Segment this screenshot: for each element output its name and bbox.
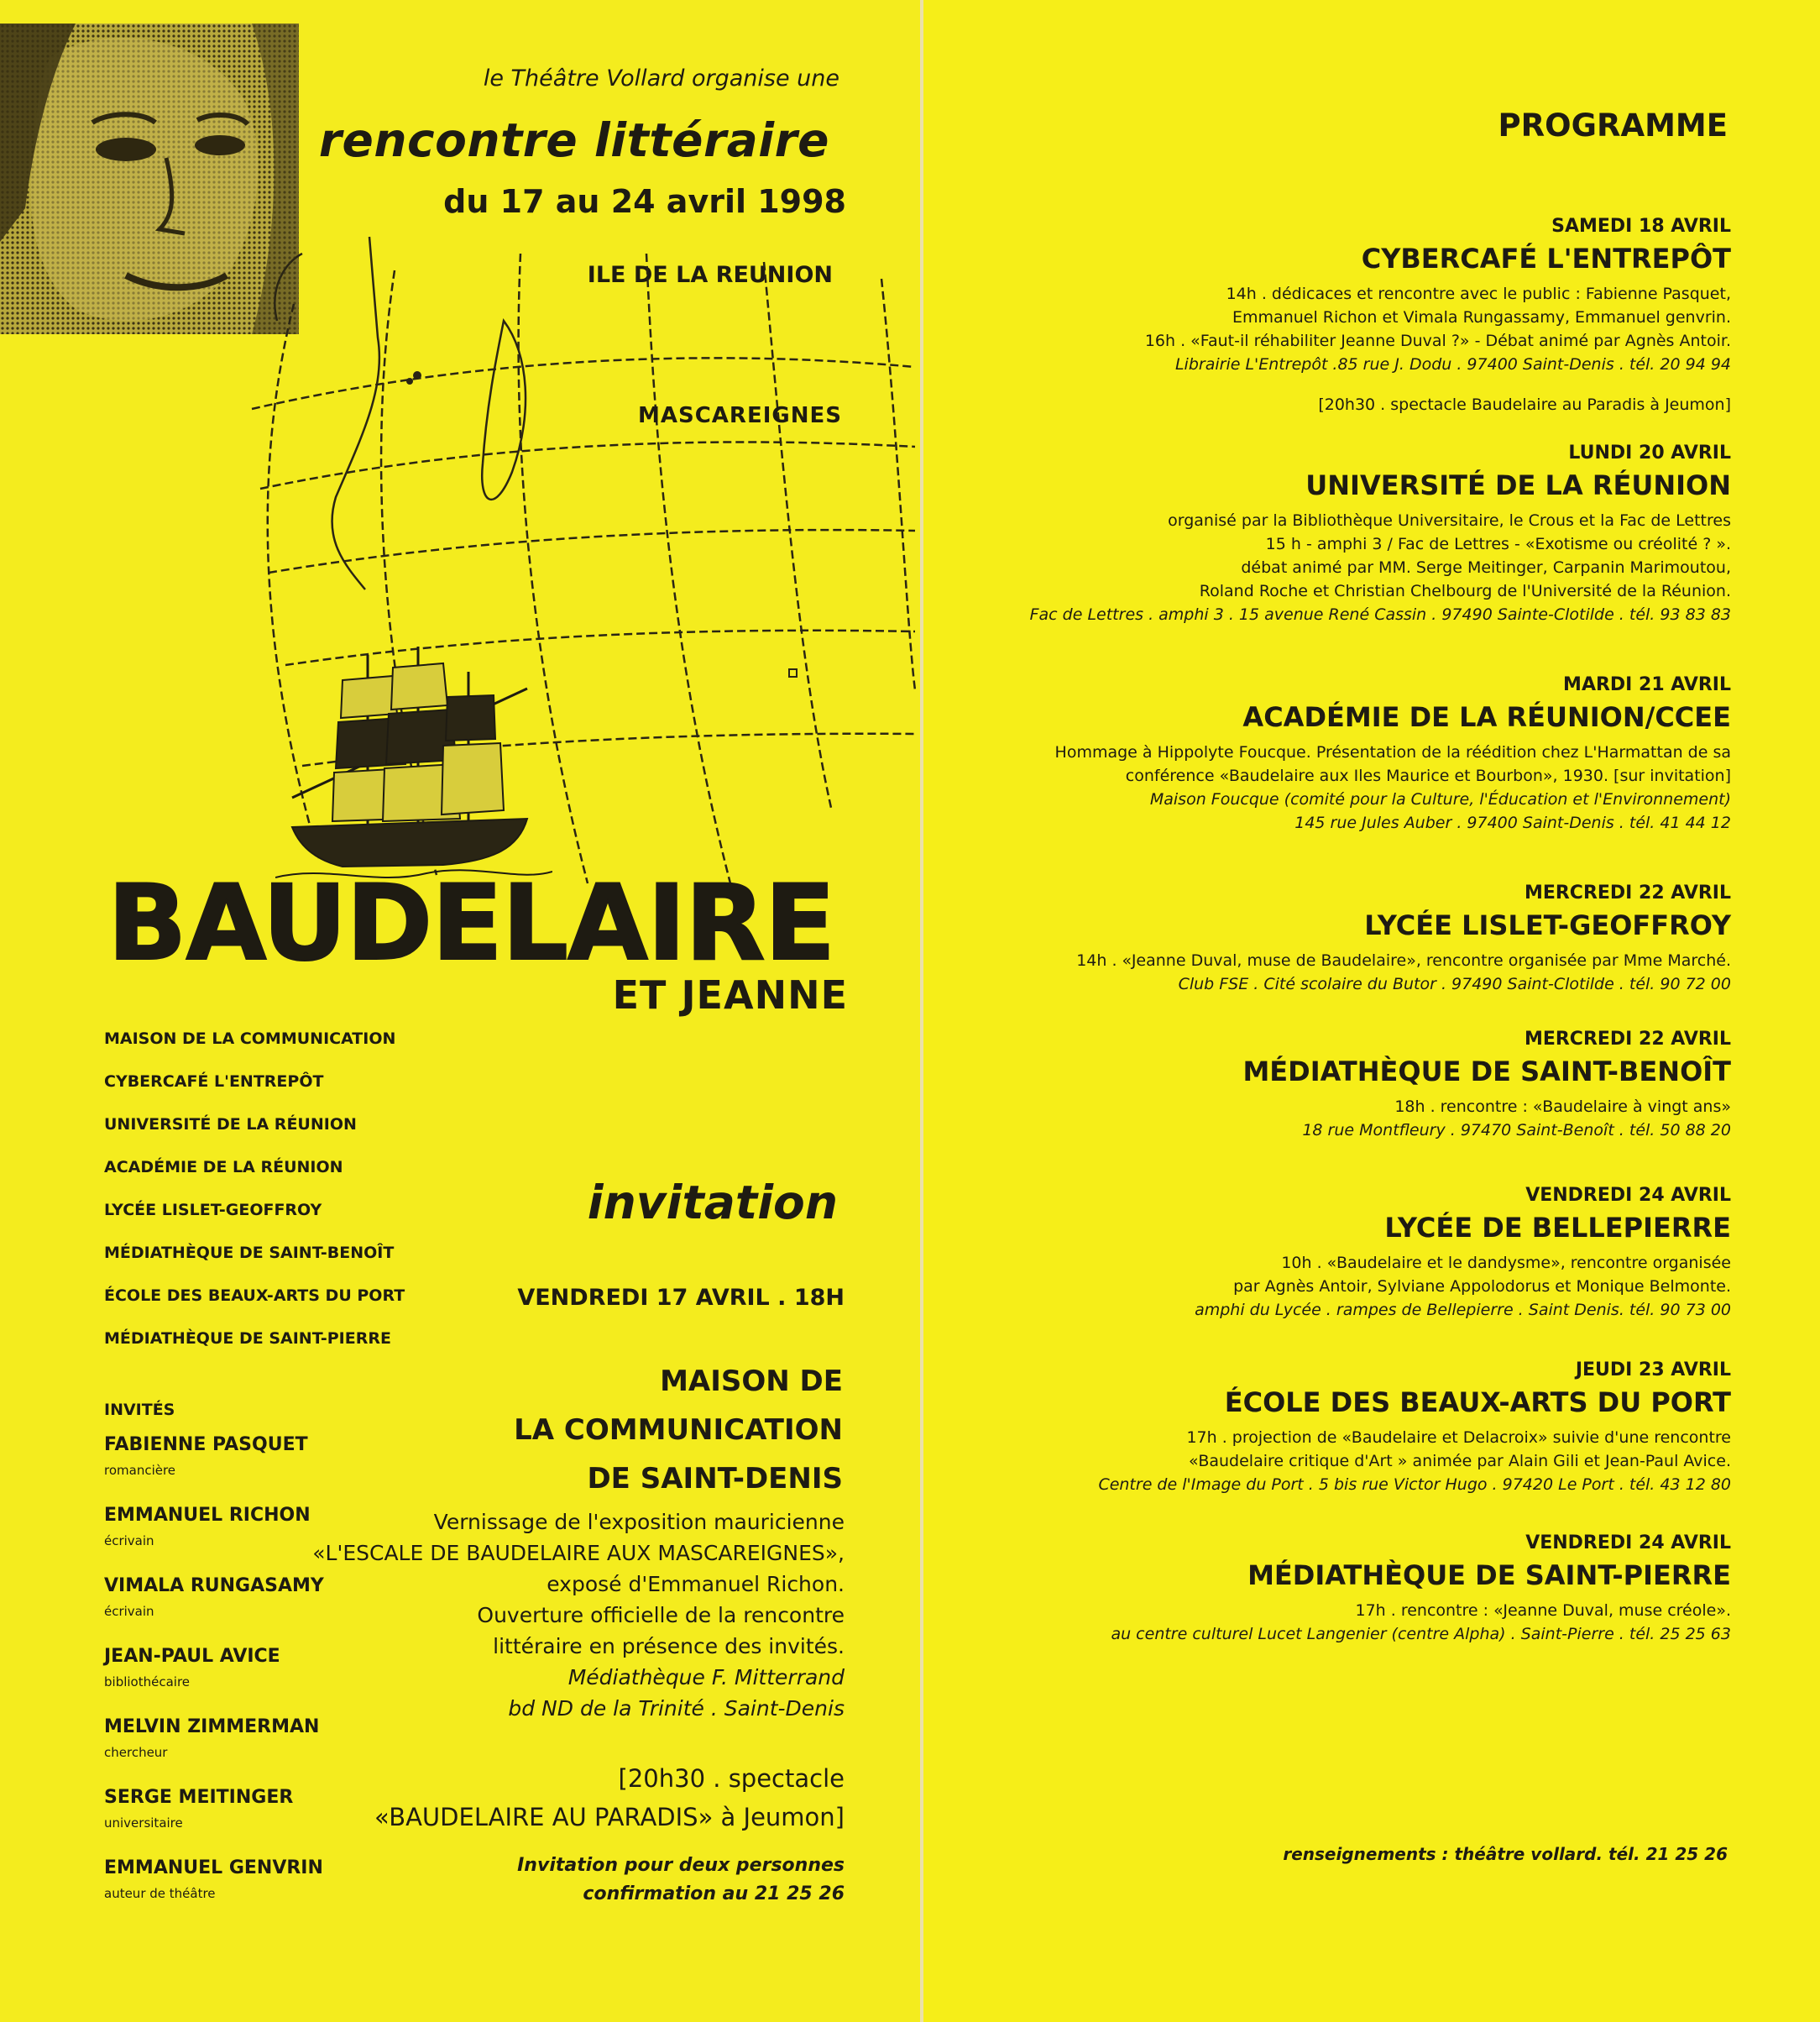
event-day: JEUDI 23 AVRIL (1575, 1359, 1731, 1380)
venue-item: MÉDIATHÈQUE DE SAINT-BENOÎT (104, 1244, 395, 1262)
event-place: MÉDIATHÈQUE DE SAINT-BENOÎT (1242, 1056, 1731, 1087)
event-detail-line: amphi du Lycée . rampes de Bellepierre . Saint Denis. tél. 90 73 00 (1195, 1301, 1731, 1319)
programme-heading: PROGRAMME (1498, 107, 1728, 144)
guest-role: écrivain (104, 1533, 154, 1548)
event-detail-line: 16h . «Faut-il réhabiliter Jeanne Duval ?» - Débat animé par Agnès Antoir. (1144, 332, 1731, 350)
event-place: MÉDIATHÈQUE DE SAINT-PIERRE (1247, 1559, 1731, 1591)
event-detail-line: 17h . rencontre : «Jeanne Duval, muse créole». (1355, 1601, 1731, 1620)
event-detail-line: Librairie L'Entrepôt .85 rue J. Dodu . 97400 Saint-Denis . tél. 20 94 94 (1174, 355, 1731, 374)
guest-item (104, 1572, 324, 1642)
guest-name: MELVIN ZIMMERMAN (104, 1716, 320, 1737)
invitation-spectacle (374, 1759, 845, 1836)
guest-role: chercheur (104, 1745, 168, 1760)
venue-item: ACADÉMIE DE LA RÉUNION (104, 1158, 343, 1176)
guest-name: EMMANUEL RICHON (104, 1505, 311, 1526)
event-detail-line: Emmanuel Richon et Vimala Rungassamy, Emmanuel genvrin. (1232, 308, 1731, 327)
description-line: littéraire en présence des invités. (493, 1634, 845, 1658)
event-detail-line: 15 h - amphi 3 / Fac de Lettres - «Exotisme ou créolité ? ». (1265, 535, 1731, 553)
invitation-place (514, 1357, 843, 1503)
event-detail-line: [20h30 . spectacle Baudelaire au Paradis à Jeumon] (1318, 395, 1731, 414)
event-day: MERCREDI 22 AVRIL (1524, 1029, 1731, 1050)
guest-item (104, 1784, 324, 1854)
event-detail-line: au centre culturel Lucet Langenier (centre Alpha) . Saint-Pierre . tél. 25 25 63 (1111, 1625, 1731, 1643)
event-place: CYBERCAFÉ L'ENTREPÔT (1361, 243, 1731, 275)
event-detail-line: Centre de l'Image du Port . 5 bis rue Victor Hugo . 97420 Le Port . tél. 43 12 80 (1098, 1475, 1731, 1494)
event-detail-line: Maison Foucque (comité pour la Culture, l'Éducation et l'Environnement) (1149, 790, 1731, 809)
programme-event (959, 672, 1731, 835)
note-line: confirmation au 21 25 26 (583, 1883, 845, 1904)
event-detail-line: «Baudelaire critique d'Art » animée par Alain Gili et Jean-Paul Avice. (1189, 1452, 1731, 1470)
guest-item (104, 1713, 324, 1784)
invitation-note (517, 1852, 845, 1909)
programme-event-list (959, 213, 1731, 1646)
guest-item (104, 1642, 324, 1713)
guest-role: romancière (104, 1463, 176, 1478)
programme-event (959, 880, 1731, 996)
guest-name: EMMANUEL GENVRIN (104, 1857, 323, 1878)
event-detail-line (959, 376, 1731, 393)
event-detail-line: conférence «Baudelaire aux Iles Maurice et Bourbon», 1930. [sur invitation] (1125, 767, 1731, 785)
event-detail-line: organisé par la Bibliothèque Universitaire, le Crous et la Fac de Lettres (1168, 511, 1731, 530)
venue-item: ÉCOLE DES BEAUX-ARTS DU PORT (104, 1286, 405, 1305)
invitation-place-line: MAISON DE (660, 1365, 843, 1398)
event-day: SAMEDI 18 AVRIL (1551, 216, 1731, 237)
description-line: «L'ESCALE DE BAUDELAIRE AUX MASCAREIGNES», (312, 1541, 845, 1565)
event-place: ACADÉMIE DE LA RÉUNION/CCEE (1242, 701, 1731, 733)
guest-name: SERGE MEITINGER (104, 1787, 294, 1808)
guest-name: VIMALA RUNGASAMY (104, 1575, 324, 1596)
programme-event (959, 1357, 1731, 1496)
venue-list (104, 1018, 405, 1360)
event-day: MARDI 21 AVRIL (1563, 674, 1731, 695)
guest-list (104, 1431, 324, 1925)
venue-item: MÉDIATHÈQUE DE SAINT-PIERRE (104, 1329, 391, 1348)
programme-event (959, 1182, 1731, 1322)
event-day: VENDREDI 24 AVRIL (1525, 1185, 1731, 1206)
event-place: LYCÉE DE BELLEPIERRE (1384, 1212, 1731, 1244)
guest-item (104, 1501, 324, 1572)
address-line: bd ND de la Trinité . Saint-Denis (508, 1696, 845, 1721)
invitation-heading: invitation (587, 1176, 838, 1229)
programme-event (959, 440, 1731, 626)
invites-label: INVITÉS (104, 1401, 175, 1419)
guest-name: JEAN-PAUL AVICE (104, 1646, 280, 1667)
description-line: Vernissage de l'exposition mauricienne (433, 1510, 845, 1534)
event-detail-line: par Agnès Antoir, Sylviane Appolodorus et Monique Belmonte. (1233, 1277, 1731, 1296)
event-place: ÉCOLE DES BEAUX-ARTS DU PORT (1224, 1386, 1731, 1418)
event-detail-line: 18h . rencontre : «Baudelaire à vingt ans» (1394, 1097, 1731, 1116)
address-line: Médiathèque F. Mitterrand (567, 1665, 845, 1689)
event-place: UNIVERSITÉ DE LA RÉUNION (1305, 469, 1731, 501)
spectacle-line: [20h30 . spectacle (618, 1764, 845, 1793)
map-label: MASCAREIGNES (638, 403, 842, 428)
event-detail-line: 18 rue Montfleury . 97470 Saint-Benoît . tél. 50 88 20 (1302, 1121, 1731, 1139)
description-line: exposé d'Emmanuel Richon. (547, 1572, 845, 1596)
invitation-date: VENDREDI 17 AVRIL . 18H (517, 1285, 845, 1311)
event-detail-line: 10h . «Baudelaire et le dandysme», rencontre organisée (1281, 1254, 1731, 1272)
main-title: BAUDELAIRE (107, 863, 835, 984)
event-detail-line: Hommage à Hippolyte Foucque. Présentation de la réédition chez L'Harmattan de sa (1054, 743, 1731, 762)
leaflet-programme-panel (923, 0, 1820, 2022)
programme-event (959, 213, 1731, 416)
information-footer: renseignements : théâtre vollard. tél. 21 25 26 (1283, 1844, 1728, 1864)
event-detail-line: Club FSE . Cité scolaire du Butor . 97490 Saint-Clotilde . tél. 90 72 00 (1178, 975, 1731, 993)
event-detail-line: 145 rue Jules Auber . 97400 Saint-Denis . tél. 41 44 12 (1294, 814, 1731, 832)
event-day: LUNDI 20 AVRIL (1568, 443, 1731, 464)
venue-item: CYBERCAFÉ L'ENTREPÔT (104, 1072, 324, 1091)
invitation-description (312, 1506, 845, 1724)
venue-item: LYCÉE LISLET-GEOFFROY (104, 1201, 322, 1219)
programme-event (959, 1026, 1731, 1142)
event-dates: du 17 au 24 avril 1998 (443, 183, 846, 220)
description-line: Ouverture officielle de la rencontre (477, 1603, 845, 1627)
guest-item (104, 1431, 324, 1501)
event-day: MERCREDI 22 AVRIL (1524, 883, 1731, 904)
invitation-place-line: LA COMMUNICATION (514, 1413, 843, 1447)
event-detail-line: 14h . dédicaces et rencontre avec le public : Fabienne Pasquet, (1226, 285, 1731, 303)
intro-text: le Théâtre Vollard organise une (483, 65, 839, 92)
invitation-place-line: DE SAINT-DENIS (587, 1462, 843, 1496)
region-label: ILE DE LA REUNION (587, 262, 833, 288)
guest-item (104, 1854, 324, 1925)
event-detail-line: 14h . «Jeanne Duval, muse de Baudelaire», rencontre organisée par Mme Marché. (1076, 951, 1731, 970)
event-day: VENDREDI 24 AVRIL (1525, 1532, 1731, 1553)
event-heading: rencontre littéraire (318, 113, 829, 167)
ship-illustration (275, 638, 552, 890)
venue-item: UNIVERSITÉ DE LA RÉUNION (104, 1115, 357, 1134)
event-detail-line: Fac de Lettres . amphi 3 . 15 avenue René Cassin . 97490 Sainte-Clotilde . tél. 93 83 83 (1029, 605, 1731, 624)
venue-item: MAISON DE LA COMMUNICATION (104, 1029, 396, 1048)
guest-role: écrivain (104, 1604, 154, 1619)
guest-role: auteur de théâtre (104, 1886, 216, 1901)
guest-name: FABIENNE PASQUET (104, 1434, 308, 1455)
event-place: LYCÉE LISLET-GEOFFROY (1364, 909, 1731, 941)
event-detail-line: débat animé par MM. Serge Meitinger, Carpanin Marimoutou, (1241, 558, 1731, 577)
guest-role: universitaire (104, 1815, 183, 1831)
event-detail-line: 17h . projection de «Baudelaire et Delacroix» suivie d'une rencontre (1186, 1428, 1731, 1447)
note-line: Invitation pour deux personnes (517, 1855, 845, 1876)
guest-role: bibliothécaire (104, 1674, 191, 1689)
event-detail-line: Roland Roche et Christian Chelbourg de l'Université de la Réunion. (1199, 582, 1731, 600)
spectacle-line: «BAUDELAIRE AU PARADIS» à Jeumon] (374, 1803, 845, 1831)
programme-event (959, 1530, 1731, 1646)
main-subtitle: ET JEANNE (612, 972, 848, 1018)
